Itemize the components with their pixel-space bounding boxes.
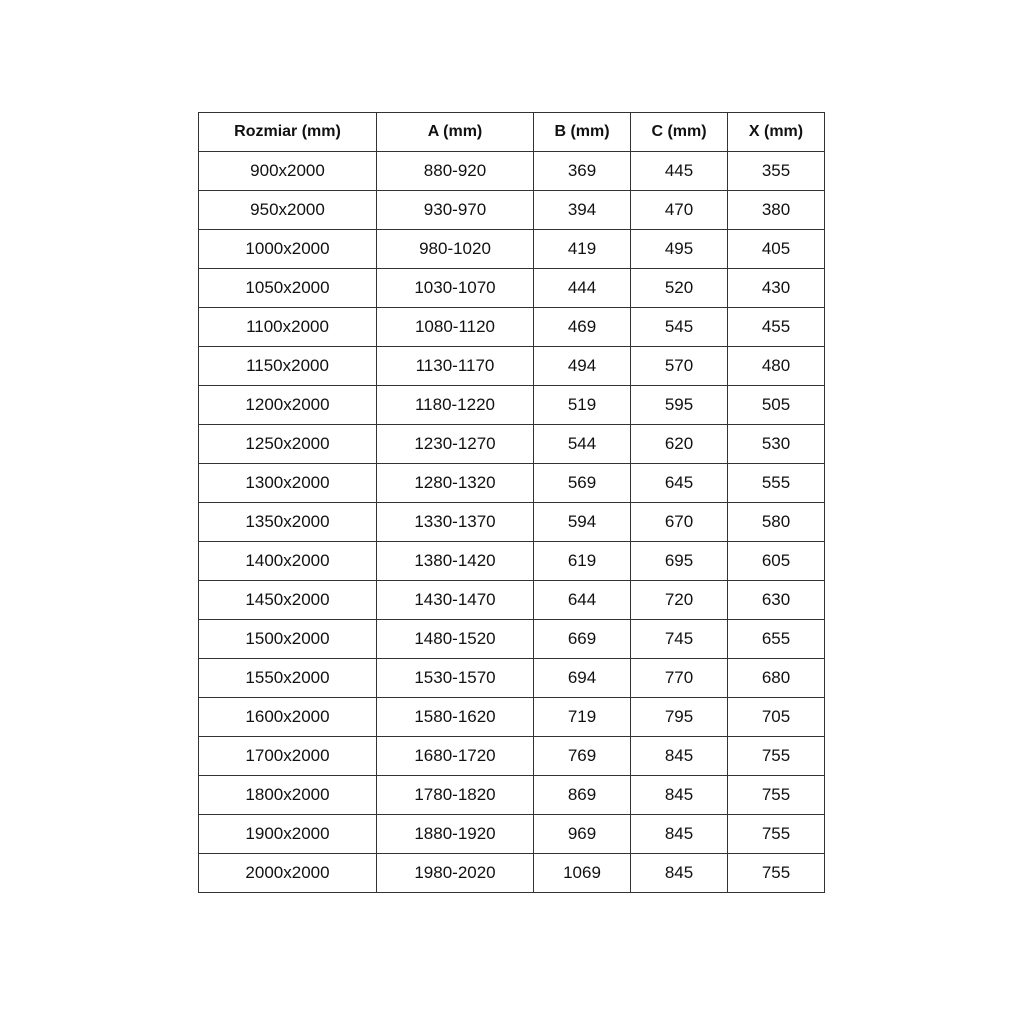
cell-b: 469 xyxy=(534,308,631,347)
cell-a: 1180-1220 xyxy=(377,386,534,425)
cell-x: 630 xyxy=(728,581,825,620)
cell-x: 755 xyxy=(728,854,825,893)
cell-b: 594 xyxy=(534,503,631,542)
cell-x: 680 xyxy=(728,659,825,698)
cell-c: 845 xyxy=(631,854,728,893)
cell-b: 969 xyxy=(534,815,631,854)
cell-size: 1900x2000 xyxy=(199,815,377,854)
cell-x: 755 xyxy=(728,737,825,776)
cell-x: 455 xyxy=(728,308,825,347)
cell-x: 480 xyxy=(728,347,825,386)
table-row xyxy=(199,308,825,347)
cell-size: 1050x2000 xyxy=(199,269,377,308)
cell-a: 1280-1320 xyxy=(377,464,534,503)
table-row xyxy=(199,737,825,776)
cell-a: 1680-1720 xyxy=(377,737,534,776)
header-size: Rozmiar (mm) xyxy=(199,113,377,152)
cell-size: 1150x2000 xyxy=(199,347,377,386)
table-row xyxy=(199,659,825,698)
table-row xyxy=(199,698,825,737)
cell-size: 950x2000 xyxy=(199,191,377,230)
cell-b: 494 xyxy=(534,347,631,386)
cell-c: 845 xyxy=(631,776,728,815)
cell-x: 530 xyxy=(728,425,825,464)
cell-x: 580 xyxy=(728,503,825,542)
header-x: X (mm) xyxy=(728,113,825,152)
cell-b: 669 xyxy=(534,620,631,659)
cell-c: 620 xyxy=(631,425,728,464)
table-row xyxy=(199,620,825,659)
cell-size: 1000x2000 xyxy=(199,230,377,269)
table-row xyxy=(199,386,825,425)
cell-b: 719 xyxy=(534,698,631,737)
cell-b: 644 xyxy=(534,581,631,620)
cell-b: 869 xyxy=(534,776,631,815)
cell-a: 1980-2020 xyxy=(377,854,534,893)
cell-c: 845 xyxy=(631,737,728,776)
cell-x: 355 xyxy=(728,152,825,191)
table-row xyxy=(199,581,825,620)
cell-size: 2000x2000 xyxy=(199,854,377,893)
cell-b: 544 xyxy=(534,425,631,464)
table-row xyxy=(199,776,825,815)
cell-x: 605 xyxy=(728,542,825,581)
cell-x: 755 xyxy=(728,815,825,854)
cell-c: 645 xyxy=(631,464,728,503)
cell-b: 369 xyxy=(534,152,631,191)
cell-x: 755 xyxy=(728,776,825,815)
cell-size: 1100x2000 xyxy=(199,308,377,347)
table-row xyxy=(199,230,825,269)
cell-a: 930-970 xyxy=(377,191,534,230)
cell-c: 470 xyxy=(631,191,728,230)
header-c: C (mm) xyxy=(631,113,728,152)
cell-size: 1200x2000 xyxy=(199,386,377,425)
cell-a: 1430-1470 xyxy=(377,581,534,620)
cell-x: 380 xyxy=(728,191,825,230)
cell-b: 1069 xyxy=(534,854,631,893)
cell-b: 419 xyxy=(534,230,631,269)
cell-c: 845 xyxy=(631,815,728,854)
table-row xyxy=(199,503,825,542)
size-table xyxy=(198,112,825,893)
header-b: B (mm) xyxy=(534,113,631,152)
cell-b: 619 xyxy=(534,542,631,581)
cell-a: 1130-1170 xyxy=(377,347,534,386)
table-row xyxy=(199,425,825,464)
table-row xyxy=(199,854,825,893)
cell-a: 980-1020 xyxy=(377,230,534,269)
cell-x: 505 xyxy=(728,386,825,425)
cell-size: 1550x2000 xyxy=(199,659,377,698)
cell-b: 519 xyxy=(534,386,631,425)
table-row xyxy=(199,269,825,308)
table-header xyxy=(199,113,825,152)
table-row xyxy=(199,815,825,854)
cell-c: 695 xyxy=(631,542,728,581)
cell-b: 444 xyxy=(534,269,631,308)
table-row xyxy=(199,464,825,503)
cell-size: 1800x2000 xyxy=(199,776,377,815)
cell-c: 720 xyxy=(631,581,728,620)
cell-a: 1330-1370 xyxy=(377,503,534,542)
cell-a: 880-920 xyxy=(377,152,534,191)
cell-size: 1400x2000 xyxy=(199,542,377,581)
cell-size: 1700x2000 xyxy=(199,737,377,776)
cell-c: 670 xyxy=(631,503,728,542)
cell-b: 694 xyxy=(534,659,631,698)
cell-size: 1350x2000 xyxy=(199,503,377,542)
cell-size: 1250x2000 xyxy=(199,425,377,464)
cell-c: 595 xyxy=(631,386,728,425)
header-a: A (mm) xyxy=(377,113,534,152)
cell-a: 1780-1820 xyxy=(377,776,534,815)
cell-size: 1300x2000 xyxy=(199,464,377,503)
cell-c: 445 xyxy=(631,152,728,191)
cell-x: 705 xyxy=(728,698,825,737)
cell-x: 405 xyxy=(728,230,825,269)
table-row xyxy=(199,152,825,191)
cell-c: 545 xyxy=(631,308,728,347)
cell-size: 1500x2000 xyxy=(199,620,377,659)
cell-size: 1600x2000 xyxy=(199,698,377,737)
cell-c: 570 xyxy=(631,347,728,386)
table-row xyxy=(199,542,825,581)
table-row xyxy=(199,191,825,230)
cell-a: 1230-1270 xyxy=(377,425,534,464)
cell-a: 1030-1070 xyxy=(377,269,534,308)
cell-a: 1080-1120 xyxy=(377,308,534,347)
cell-c: 745 xyxy=(631,620,728,659)
header-row xyxy=(199,113,825,152)
cell-x: 430 xyxy=(728,269,825,308)
cell-c: 495 xyxy=(631,230,728,269)
cell-c: 520 xyxy=(631,269,728,308)
table-body xyxy=(199,152,825,893)
cell-b: 769 xyxy=(534,737,631,776)
cell-a: 1380-1420 xyxy=(377,542,534,581)
cell-c: 795 xyxy=(631,698,728,737)
cell-b: 394 xyxy=(534,191,631,230)
table-row xyxy=(199,347,825,386)
cell-a: 1480-1520 xyxy=(377,620,534,659)
cell-a: 1530-1570 xyxy=(377,659,534,698)
cell-size: 900x2000 xyxy=(199,152,377,191)
cell-c: 770 xyxy=(631,659,728,698)
cell-x: 655 xyxy=(728,620,825,659)
cell-a: 1580-1620 xyxy=(377,698,534,737)
cell-a: 1880-1920 xyxy=(377,815,534,854)
cell-b: 569 xyxy=(534,464,631,503)
cell-size: 1450x2000 xyxy=(199,581,377,620)
cell-x: 555 xyxy=(728,464,825,503)
